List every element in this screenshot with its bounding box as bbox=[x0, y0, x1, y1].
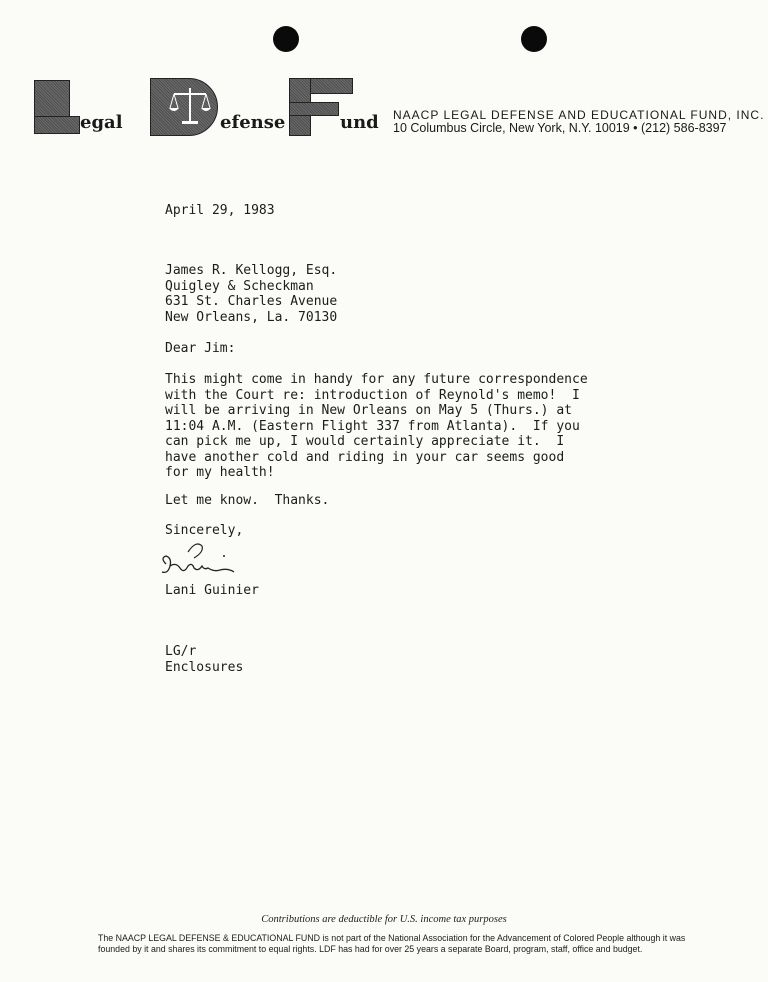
handwritten-signature bbox=[158, 536, 238, 582]
salutation: Dear Jim: bbox=[165, 341, 236, 356]
body-line: can pick me up, I would certainly appreciate it. I bbox=[165, 434, 565, 449]
valediction: Sincerely, bbox=[165, 523, 244, 538]
letter-date: April 29, 1983 bbox=[165, 203, 275, 218]
letter-body bbox=[165, 372, 588, 481]
body-line: This might come in handy for any future correspondence bbox=[165, 372, 588, 387]
body-line: have another cold and riding in your car seems good bbox=[165, 449, 565, 465]
recipient-line: Quigley & Scheckman bbox=[165, 278, 314, 294]
recipient-line: James R. Kellogg, Esq. bbox=[165, 263, 338, 278]
signer-name: Lani Guinier bbox=[165, 583, 259, 598]
closing-line: Let me know. Thanks. bbox=[165, 493, 330, 508]
recipient-line: 631 St. Charles Avenue bbox=[165, 294, 338, 309]
logo-word-egal: egal bbox=[80, 112, 123, 133]
body-line: for my health! bbox=[165, 465, 275, 480]
recipient-address bbox=[165, 263, 337, 325]
logo-letter-l-foot bbox=[34, 116, 80, 134]
reference-line: Enclosures bbox=[165, 659, 244, 675]
logo-word-und: und bbox=[340, 112, 379, 133]
tax-deductible-note: Contributions are deductible for U.S. income tax purposes bbox=[261, 914, 507, 925]
footer-disclaimer: The NAACP LEGAL DEFENSE & EDUCATIONAL FUND is not part of the National Association for the Advancement of Colored People although it was founded by it and shares its commitment to equal rights. LDF has had for over 25 years a separate Board, program, staff, office and budget. bbox=[98, 933, 686, 954]
punch-hole-left bbox=[273, 26, 299, 52]
body-line: will be arriving in New Orleans on May 5 (Thurs.) at bbox=[165, 403, 572, 418]
reference-initials bbox=[165, 644, 243, 675]
punch-hole-right bbox=[521, 26, 547, 52]
body-line: with the Court re: introduction of Reynold's memo! I bbox=[165, 387, 580, 403]
organization-name: NAACP LEGAL DEFENSE AND EDUCATIONAL FUND, INC. bbox=[393, 108, 765, 122]
recipient-line: New Orleans, La. 70130 bbox=[165, 309, 338, 325]
reference-line: LG/r bbox=[165, 644, 197, 659]
organization-address: 10 Columbus Circle, New York, N.Y. 10019 • (212) 586-8397 bbox=[393, 121, 727, 135]
logo-word-efense: efense bbox=[220, 112, 286, 133]
body-line: 11:04 A.M. (Eastern Flight 337 from Atlanta). If you bbox=[165, 418, 580, 434]
scales-of-justice-icon bbox=[168, 84, 212, 128]
logo-letter-f-bar bbox=[289, 102, 339, 116]
ldf-logo bbox=[34, 76, 379, 138]
